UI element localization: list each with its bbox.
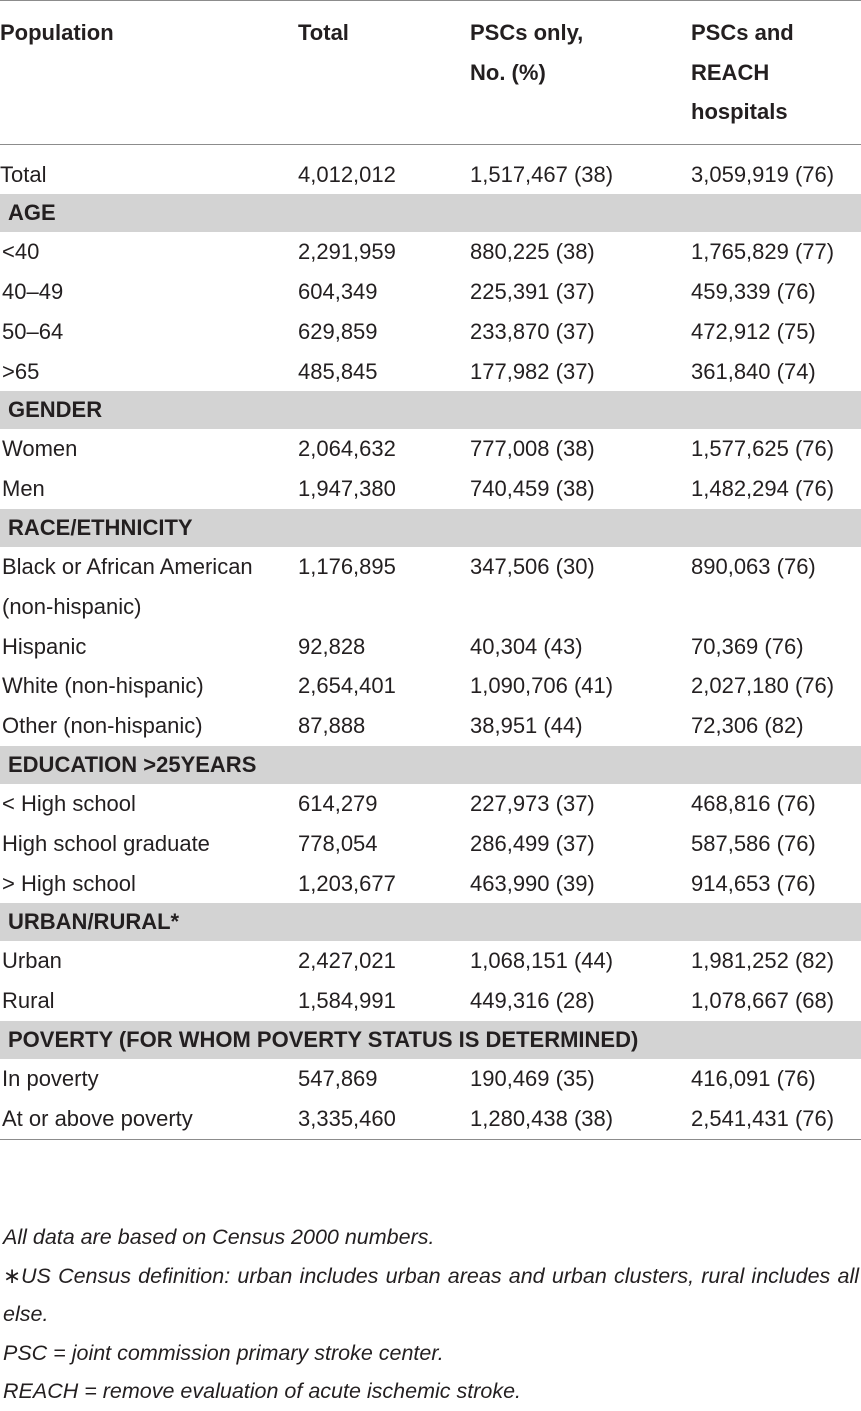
section-header-row [0,746,861,784]
table-row [0,981,861,1021]
footnote-urban-definition: ∗US Census definition: urban includes urban areas and urban clusters, rural includes all else. [3,1263,859,1326]
table-cell: 286,499 (37) [470,830,595,856]
table-row [0,666,861,706]
table-cell: 1,584,991 [298,988,396,1014]
table-cell: 2,654,401 [298,673,396,699]
header-pscs-only [470,1,691,145]
table-cell: <40 [2,239,40,265]
header-line: PSCs and [691,20,794,45]
table-cell: 1,947,380 [298,476,396,502]
table-cell: Urban [2,948,62,974]
table-cell: 880,225 (38) [470,239,595,265]
header-line: Total [298,20,349,45]
table-cell: >65 [2,358,40,384]
table-cell: 547,869 [298,1066,378,1092]
table-cell: 1,577,625 (76) [691,436,835,462]
table-row [0,784,861,824]
section-header-row [0,1021,861,1059]
table-row [0,312,861,352]
header-line: No. (%) [470,59,546,85]
table-cell: 50–64 [2,318,64,344]
table-cell: In poverty [2,1066,99,1092]
table-header-row [0,1,861,145]
section-header-row [0,391,861,429]
table-row [0,232,861,272]
table-cell: < High school [2,791,136,817]
header-line: REACH [691,59,770,85]
section-title: POVERTY (FOR WHOM POVERTY STATUS IS DETERMINED) [0,1021,861,1059]
table-cell: 777,008 (38) [470,436,595,462]
table-row [0,547,861,627]
table-row [0,1099,861,1139]
table-cell: White (non-hispanic) [2,673,204,699]
table-cell: 225,391 (37) [470,279,595,305]
table-cell: 227,973 (37) [470,791,595,817]
table-cell: 1,765,829 (77) [691,239,835,265]
section-header-row [0,509,861,547]
table-cell: > High school [2,870,136,896]
table-cell: 1,068,151 (44) [470,948,614,974]
footnote-psc-definition: PSC = joint commission primary stroke center. [3,1340,444,1365]
table-cell: 459,339 (76) [691,279,816,305]
table-cell: 416,091 (76) [691,1066,816,1092]
table-row [0,352,861,392]
header-line: PSCs only, [470,20,584,45]
table-cell: 914,653 (76) [691,870,816,896]
table-cell: 587,586 (76) [691,830,816,856]
table-cell: 92,828 [298,633,366,659]
table-cell: 1,517,467 (38) [470,161,614,187]
header-line: hospitals [691,99,788,124]
section-title: RACE/ETHNICITY [0,509,861,547]
table-cell: Other (non-hispanic) [2,713,203,739]
table-row [0,864,861,904]
table-cell: 629,859 [298,318,378,344]
table-cell: 1,280,438 (38) [470,1099,691,1139]
table-cell: 40,304 (43) [470,633,583,659]
table-cell: High school graduate [2,830,210,856]
table-cell: 3,335,460 [298,1099,470,1139]
table-cell: 1,176,895 [298,554,396,580]
footnote-reach-definition: REACH = remove evaluation of acute ischemic stroke. [3,1379,522,1403]
table-cell: 87,888 [298,713,366,739]
table-cell: Rural [2,988,55,1014]
table-row [0,1059,861,1099]
section-title: AGE [0,194,861,232]
table-cell: 40–49 [2,279,64,305]
table-cell: 890,063 (76) [691,554,816,580]
table-cell: 449,316 (28) [470,988,595,1014]
header-pscs-and-reach [691,1,861,145]
table-cell: 3,059,919 (76) [691,161,835,187]
table-row [0,824,861,864]
table-cell: 1,981,252 (82) [691,948,835,974]
table-cell: 233,870 (37) [470,318,595,344]
header-population [0,1,298,145]
table-row-total [0,144,861,194]
table-cell: 1,482,294 (76) [691,476,835,502]
table-row [0,429,861,469]
table-cell: 1,203,677 [298,870,396,896]
table-row [0,627,861,667]
table-cell: Total [0,161,47,187]
table-footnotes [3,1218,859,1411]
section-title: URBAN/RURAL* [0,903,861,941]
table-cell: 614,279 [298,791,378,817]
table-row [0,469,861,509]
table-cell: 38,951 (44) [470,713,583,739]
table-cell: 4,012,012 [298,161,396,187]
table-cell: 1,090,706 (41) [470,673,614,699]
table-cell: 2,427,021 [298,948,396,974]
table-cell: 604,349 [298,279,378,305]
table-body [0,144,861,1139]
table-cell: 740,459 (38) [470,476,595,502]
table-cell: Hispanic [2,633,87,659]
section-title: GENDER [0,391,861,429]
table-cell: 2,027,180 (76) [691,673,835,699]
table-cell: 361,840 (74) [691,358,816,384]
table-cell: At or above poverty [0,1099,298,1139]
table-cell: 485,845 [298,358,378,384]
table-cell: 2,541,431 (76) [691,1099,861,1139]
table-cell: 2,291,959 [298,239,396,265]
table-cell: 190,469 (35) [470,1066,595,1092]
table-cell: 70,369 (76) [691,633,804,659]
section-title: EDUCATION >25YEARS [0,746,861,784]
table-cell: 2,064,632 [298,436,396,462]
table-cell: 347,506 (30) [470,554,595,580]
table-cell: Black or African American (non-hispanic) [2,554,253,619]
table-cell: 177,982 (37) [470,358,595,384]
section-header-row [0,194,861,232]
table-row [0,941,861,981]
table-cell: 778,054 [298,830,378,856]
header-line: Population [0,20,114,45]
section-header-row [0,903,861,941]
table-cell: 1,078,667 (68) [691,988,835,1014]
table-cell: 468,816 (76) [691,791,816,817]
table-row [0,272,861,312]
table-cell: 72,306 (82) [691,713,804,739]
table-cell: 463,990 (39) [470,870,595,896]
footnote-census: All data are based on Census 2000 numbers. [3,1225,435,1249]
table-cell: 472,912 (75) [691,318,816,344]
header-total [298,1,470,145]
table-row [0,706,861,746]
table-cell: Women [2,436,78,462]
table-cell: Men [2,476,45,502]
